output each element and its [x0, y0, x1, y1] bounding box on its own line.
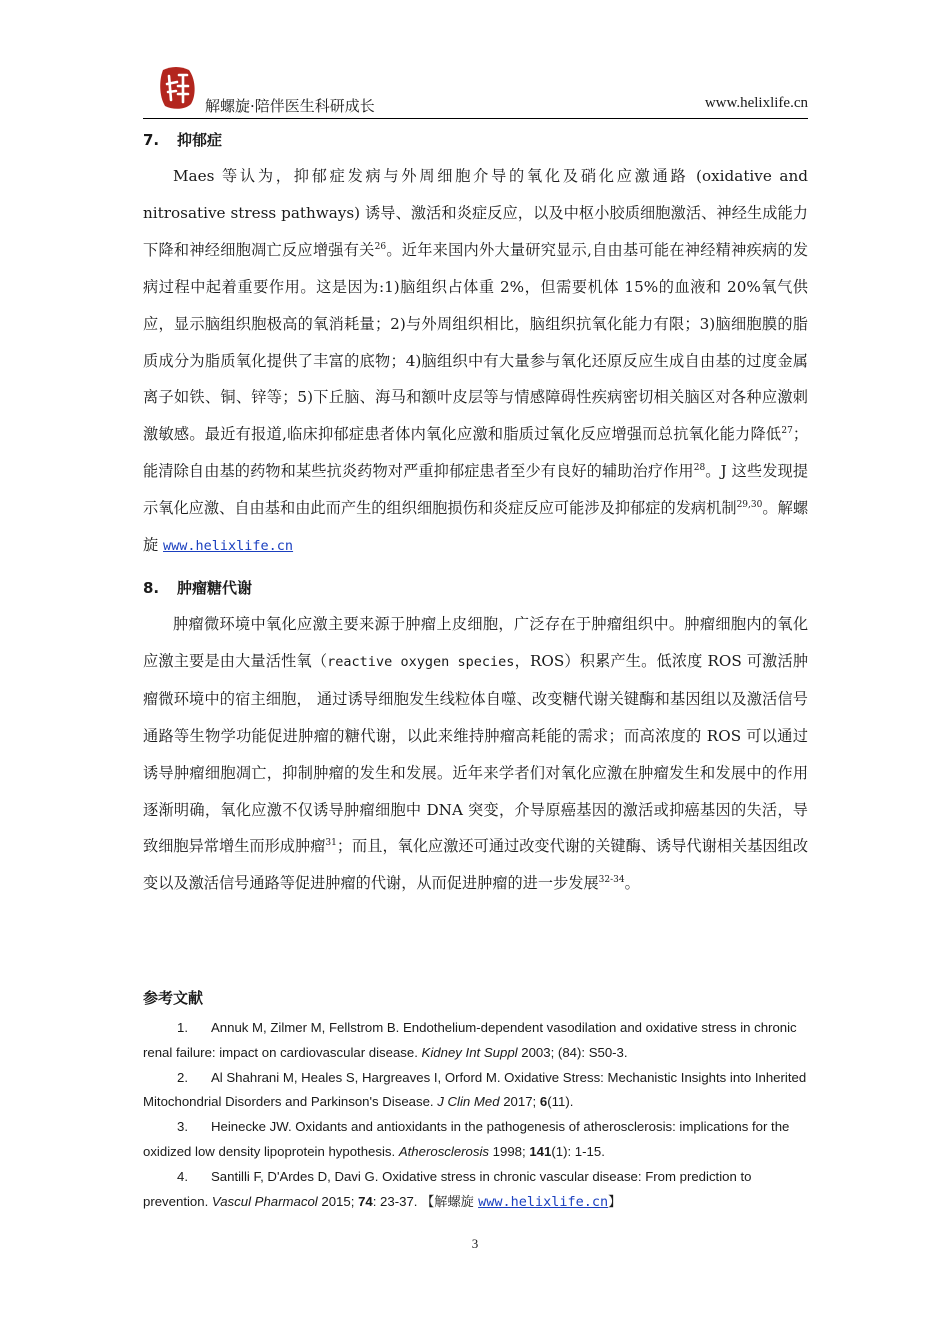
reference-text: 1998;	[489, 1143, 530, 1159]
citation: 31	[325, 838, 337, 849]
reference-number: 3.	[177, 1119, 188, 1135]
section-7-text-4: 。J 这些发现提示氧化应激、自由基和由此而产生的组织细胞损伤和炎症反应可能涉及抑郁症的发病机制	[143, 462, 809, 518]
section-8-title: 肿瘤糖代谢	[177, 579, 253, 597]
reference-volume: 6	[539, 1094, 548, 1110]
reference-number: 1.	[177, 1020, 188, 1035]
citation: 32-34	[598, 875, 625, 886]
section-7-title: 抑郁症	[177, 131, 223, 149]
section-7-number: 7.	[143, 131, 160, 149]
reference-item	[143, 1165, 808, 1216]
section-7-heading	[143, 129, 222, 150]
section-8-number: 8.	[143, 579, 160, 597]
section-7-text-3: ；能清除自由基的药物和某些抗炎药物对严重抑郁症患者至少有良好的辅助治疗作用	[143, 425, 808, 481]
section-8-text-1b: ，ROS）积累产生。低浓度 ROS 可激活肿瘤微环境中的宿主细胞， 通过诱导细胞发生线粒体自噬、改变糖代谢关键酶和基因组以及激活信号通路等生物学功能促进肿瘤的糖代谢，以此来维持肿瘤高耗能的需求；而高浓度的 ROS 可以通过诱导肿瘤细胞凋亡，抑制肿瘤的发生和发展。近年来学者们对氧化应激在肿瘤发生和发展中的作用逐渐明确，氧化应激不仅诱导肿瘤细胞中 DNA 突变，介导原癌基因的激活或抑癌基因的失活，导致细胞异常增生而形成肿瘤	[143, 651, 809, 856]
reference-number: 2.	[177, 1069, 188, 1085]
reference-volume: 141	[529, 1143, 552, 1159]
section-8-term: reactive oxygen species	[327, 653, 515, 670]
references-heading: 参考文献	[143, 989, 204, 1007]
reference-number: 4.	[177, 1168, 188, 1184]
reference-journal: Atherosclerosis	[398, 1143, 489, 1159]
reference-text: Santilli F, D'Ardes D, Davi G. Oxidative stress in chronic vascular disease: From prediction to prevention.	[143, 1168, 752, 1209]
section-8-text-1: 肿瘤微环境中氧化应激主要来源于肿瘤上皮细胞，广泛存在于肿瘤组织中。肿瘤细胞内的氧化应激主要是由大量活性氧（	[143, 615, 808, 670]
reference-text: Annuk M, Zilmer M, Fellstrom B. Endothelium-dependent vasodilation and oxidative stress in chronic renal failure: impact on cardiovascular disease.	[143, 1020, 797, 1060]
citation: 27	[781, 426, 793, 437]
reference-item	[143, 1016, 808, 1066]
helixlife-logo-icon	[157, 66, 197, 110]
citation: 28	[693, 463, 706, 474]
reference-journal: J Clin Med	[437, 1094, 500, 1110]
section-7-text-2: 。近年来国内外大量研究显示,自由基可能在神经精神疾病的发病过程中起着重要作用。这是因为:1)脑组织占体重 2%，但需要机体 15%的血液和 20%氧气供应，显示脑组织胞极高的氧消耗量；2)与外周组织相比，脑组织抗氧化能力有限；3)脑细胞膜的脂质成分为脂质氧化提供了丰富的底物；4)脑组织中有大量参与氧化还原反应生成自由基的过度金属离子如铁、铜、锌等；5)下丘脑、海马和额叶皮层等与情感障碍性疾病密切相关脑区对各种应激刺激敏感。最近有报道,临床抑郁症患者体内氧化应激和脂质过氧化反应增强而总抗氧化能力降低	[143, 240, 809, 444]
section-8-text-2: ；而且，氧化应激还可通过改变代谢的关键酶、诱导代谢相关基因组改变以及激活信号通路等促进肿瘤的代谢，从而促进肿瘤的进一步发展	[143, 837, 809, 893]
reference-item	[143, 1115, 808, 1165]
reference-journal: Kidney Int Suppl	[421, 1044, 518, 1060]
section-7-text-5: 。解螺旋	[143, 499, 809, 555]
section-8-paragraph	[143, 606, 808, 902]
header-website[interactable]: www.helixlife.cn	[704, 95, 808, 111]
reference-volume: 74	[358, 1193, 373, 1209]
section-8-text-3: 。	[624, 874, 640, 893]
reference-text: 2017;	[499, 1094, 540, 1110]
reference-text: Al Shahrani M, Heales S, Hargreaves I, Orford M. Oxidative Stress: Mechanistic Insights into Inherited Mitochondrial Disorders and Parkinson's Disease.	[143, 1069, 807, 1110]
header-tagline: 解螺旋·陪伴医生科研成长	[205, 97, 375, 115]
section-7-text-1: Maes 等认为，抑郁症发病与外周细胞介导的氧化及硝化应激通路 (oxidative and nitrosative stress pathways) 诱导、激活和炎症反应，以及中枢小胶质细胞激活、神经生成能力下降和神经细胞凋亡反应增强有关	[143, 167, 808, 259]
page-header	[143, 62, 808, 119]
reference-tail-close: 】	[608, 1194, 622, 1210]
page-number: 3	[471, 1236, 479, 1251]
section-8-heading	[143, 577, 252, 598]
reference-tail-open: 【解螺旋	[421, 1194, 479, 1210]
section-7-link[interactable]: www.helixlife.cn	[163, 538, 294, 555]
reference-tail-link[interactable]: www.helixlife.cn	[478, 1193, 609, 1210]
reference-text: : 23-37.	[372, 1193, 422, 1209]
reference-journal: Vascul Pharmacol	[211, 1193, 318, 1209]
citation: 26	[374, 241, 387, 252]
reference-text: 2015;	[317, 1193, 359, 1209]
reference-list	[143, 1016, 808, 1215]
section-7-paragraph	[143, 158, 808, 565]
reference-text: Heinecke JW. Oxidants and antioxidants in the pathogenesis of atherosclerosis: implications for the oxidized low density lipoprotein hypothesis.	[143, 1119, 790, 1159]
citation: 29,30	[736, 500, 763, 511]
reference-text: 2003; (84): S50-3.	[517, 1044, 628, 1060]
reference-text: (1): 1-15.	[551, 1143, 605, 1159]
reference-text: (11).	[547, 1094, 574, 1110]
reference-item	[143, 1066, 808, 1116]
